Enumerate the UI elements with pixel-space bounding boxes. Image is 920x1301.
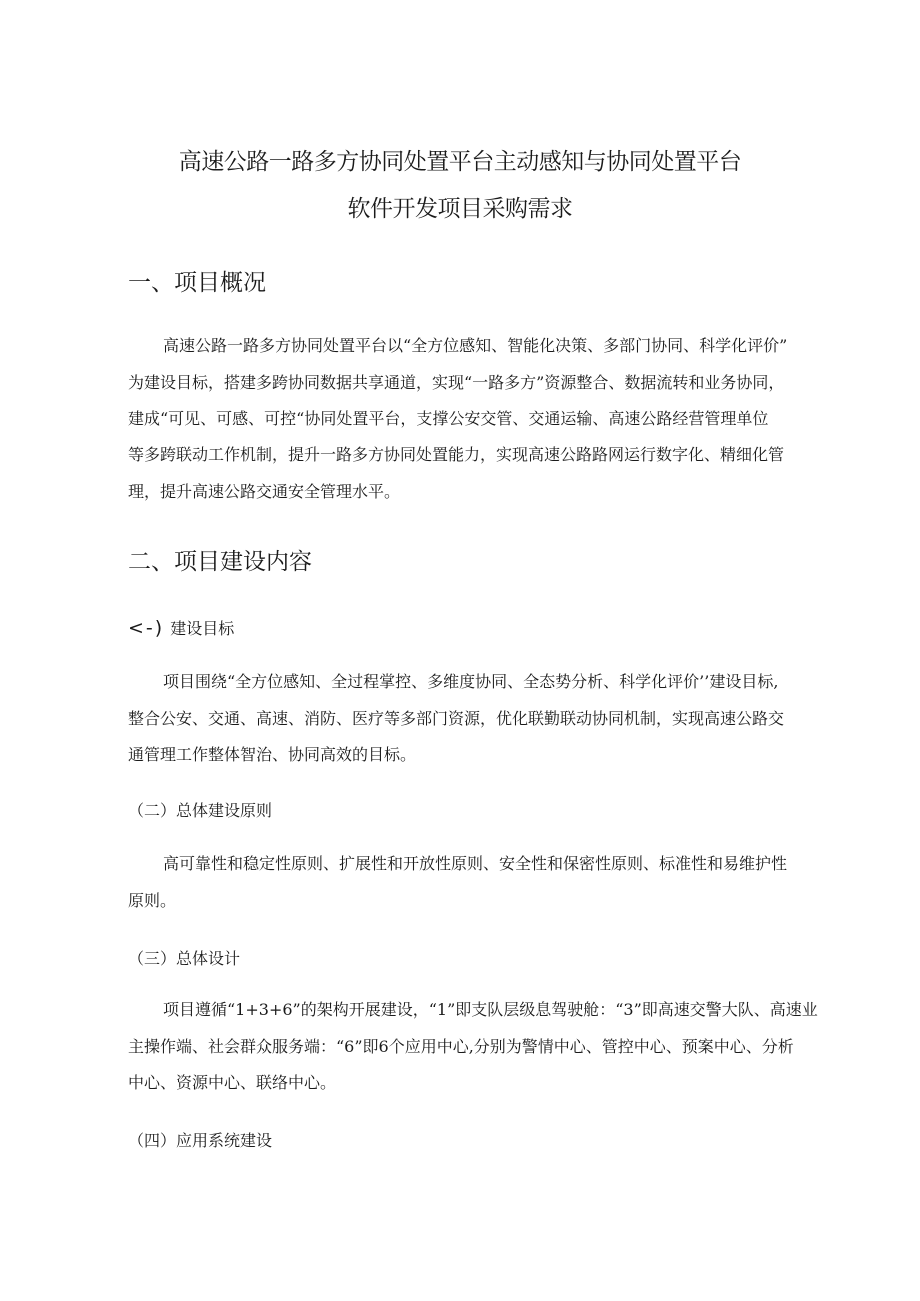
paragraph-line: 等多跨联动工作机制，提升一路多方协同处置能力，实现高速公路路网运行数字化、精细化管 [128, 445, 785, 464]
paragraph-line: 中心、资源中心、联络中心。 [128, 1073, 337, 1092]
paragraph-line: 高速公路一路多方协同处置平台以“全方位感知、智能化决策、多部门协同、科学化评价” [163, 336, 788, 355]
section-heading-construction: 二、项目建设内容 [128, 549, 312, 575]
document-title-line-2: 软件开发项目采购需求 [347, 196, 573, 222]
subsection-heading-principles: （二）总体建设原则 [128, 801, 273, 820]
paragraph-line: 项目围绕“全方位感知、全过程掌控、多维度协同、全态势分析、科学化评价’’建设目标, [163, 672, 779, 691]
paragraph-line: 为建设目标，搭建多跨协同数据共享通道，实现“一路多方”资源整合、数据流转和业务协同， [128, 373, 785, 392]
paragraph-line: 项目遵循“1+3+6”的架构开展建设，“1”即支队层级息驾驶舱：“3”即高速交警大队、高速业 [163, 1000, 818, 1019]
paragraph-line: 主操作端、社会群众服务端：“6”即6个应用中心,分别为警情中心、管控中心、预案中心、分析 [128, 1037, 794, 1056]
paragraph-line: 建成“可见、可感、可控“协同处置平台，支撑公安交管、交通运输、高速公路经营管理单位 [128, 409, 769, 428]
paragraph-line: 原则。 [128, 891, 177, 910]
subsection-label: 建设目标 [170, 619, 235, 638]
paragraph-line: 整合公安、交通、高速、消防、医疗等多部门资源，优化联勤联动协同机制，实现高速公路交 [128, 709, 785, 728]
section-heading-overview: 一、项目概况 [128, 270, 266, 296]
subsection-heading-goals [128, 616, 234, 639]
paragraph-line: 理，提升高速公路交通安全管理水平。 [128, 482, 401, 501]
subsection-marker: <-) [128, 617, 165, 639]
subsection-heading-design: （三）总体设计 [128, 949, 241, 968]
document-title-line-1: 高速公路一路多方协同处置平台主动感知与协同处置平台 [178, 149, 742, 175]
paragraph-line: 通管理工作整体智治、协同高效的目标。 [128, 745, 417, 764]
paragraph-line: 高可靠性和稳定性原则、扩展性和开放性原则、安全性和保密性原则、标准性和易维护性 [163, 854, 788, 873]
subsection-heading-systems: （四）应用系统建设 [128, 1131, 273, 1150]
